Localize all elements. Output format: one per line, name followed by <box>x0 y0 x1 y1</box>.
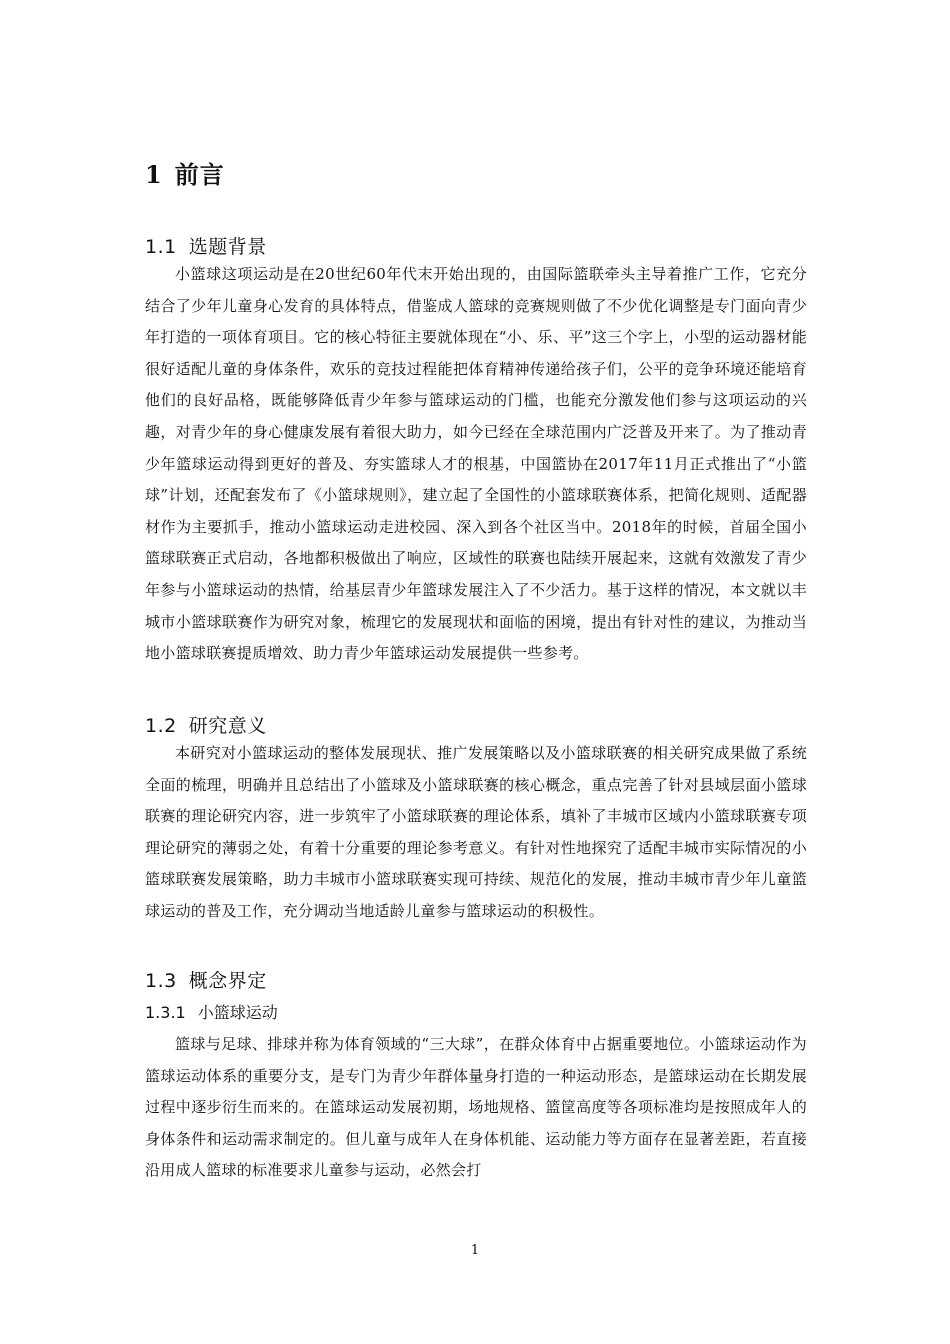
section-title: 概念界定 <box>188 970 267 992</box>
section-title: 选题背景 <box>188 236 267 258</box>
section-heading-1-2 <box>145 711 267 738</box>
paragraph-significance: 本研究对小篮球运动的整体发展现状、推广发展策略以及小篮球联赛的相关研究成果做了系统全面的梳理，明确并且总结出了小篮球及小篮球联赛的核心概念，重点完善了针对县域层面小篮球联赛的理论研究内容，进一步筑牢了小篮球联赛的理论体系，填补了丰城市区域内小篮球联赛专项理论研究的薄弱之处，有着十分重要的理论参考意义。有针对性地探究了适配丰城市实际情况的小篮球联赛发展策略，助力丰城市小篮球联赛实现可持续、规范化的发展，推动丰城市青少年儿童篮球运动的普及工作，充分调动当地适龄儿童参与篮球运动的积极性。 <box>145 744 807 920</box>
section-heading-1-1 <box>145 232 267 259</box>
paragraph-mini-basketball: 篮球与足球、排球并称为体育领域的“三大球”，在群众体育中占据重要地位。小篮球运动作为篮球运动体系的重要分支，是专门为青少年群体量身打造的一种运动形态，是篮球运动在长期发展过程中逐步衍生而来的。在篮球运动发展初期，场地规格、篮筐高度等各项标准均是按照成年人的身体条件和运动需求制定的。但儿童与成年人在身体机能、运动能力等方面存在显著差距，若直接沿用成人篮球的标准要求儿童参与运动，必然会打 <box>145 1035 807 1180</box>
section-number: 1.2 <box>145 715 177 737</box>
chapter-number: 1 <box>145 160 163 189</box>
paragraph-background: 小篮球这项运动是在20世纪60年代末开始出现的，由国际篮联牵头主导着推广工作，它充分结合了少年儿童身心发育的具体特点，借鉴成人篮球的竞赛规则做了不少优化调整是专门面向青少年打造的一项体育项目。它的核心特征主要就体现在“小、乐、平”这三个字上，小型的运动器材能很好适配儿童的身体条件，欢乐的竞技过程能把体育精神传递给孩子们，公平的竞争环境还能培育他们的良好品格，既能够降低青少年参与篮球运动的门槛，也能充分激发他们参与这项运动的兴趣，对青少年的身心健康发展有着很大助力，如今已经在全球范围内广泛普及开来了。为了推动青少年篮球运动得到更好的普及、夯实篮球人才的根基，中国篮协在2017年11月正式推出了“小篮球”计划，还配套发布了《小篮球规则》，建立起了全国性的小篮球联赛体系，把简化规则、适配器材作为主要抓手，推动小篮球运动走进校园、深入到各个社区当中。2018年的时候，首届全国小篮球联赛正式启动，各地都积极做出了响应，区域性的联赛也陆续开展起来，这就有效激发了青少年参与小篮球运动的热情，给基层青少年篮球发展注入了不少活力。基于这样的情况，本文就以丰城市小篮球联赛作为研究对象，梳理它的发展现状和面临的困境，提出有针对性的建议，为推动当地小篮球联赛提质增效、助力青少年篮球运动发展提供一些参考。 <box>145 265 807 663</box>
chapter-heading <box>145 155 225 190</box>
section-number: 1.1 <box>145 236 177 258</box>
section-heading-1-3 <box>145 966 267 993</box>
chapter-title: 前言 <box>174 160 225 189</box>
subsection-number: 1.3.1 <box>145 1003 186 1022</box>
subsection-title: 小篮球运动 <box>197 1003 278 1022</box>
page-number: 1 <box>470 1243 480 1258</box>
section-number: 1.3 <box>145 970 177 992</box>
subsection-heading-1-3-1 <box>145 1000 278 1023</box>
section-title: 研究意义 <box>188 715 267 737</box>
